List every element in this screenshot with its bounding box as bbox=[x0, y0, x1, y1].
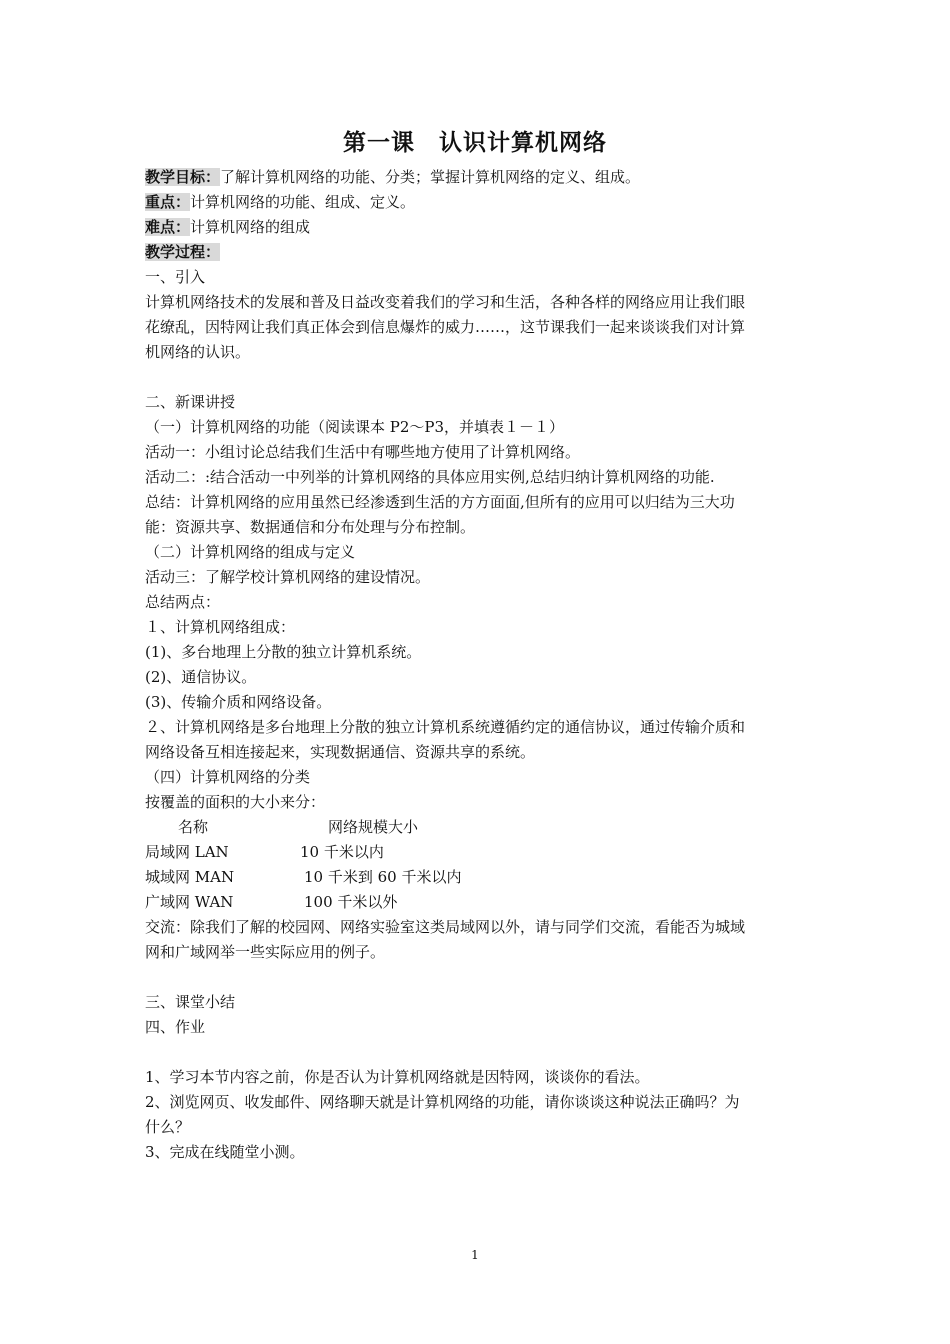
subsection-classification: （四）计算机网络的分类 bbox=[145, 768, 311, 786]
composition-item: (3)、传输介质和网络设备。 bbox=[145, 693, 332, 711]
process-label: 教学过程： bbox=[145, 243, 221, 261]
homework-item: 2、浏览网页、收发邮件、网络聊天就是计算机网络的功能，请你谈谈这种说法正确吗？为 bbox=[145, 1093, 740, 1111]
table-cell-scale: 100 千米以外 bbox=[304, 893, 398, 911]
intro-paragraph-line: 机网络的认识。 bbox=[145, 343, 251, 361]
activity-one: 活动一：小组讨论总结我们生活中有哪些地方使用了计算机网络。 bbox=[145, 443, 581, 461]
key-points-text: 计算机网络的功能、组成、定义。 bbox=[190, 193, 416, 211]
section-homework-heading: 四、作业 bbox=[145, 1018, 206, 1036]
section-summary-heading: 三、课堂小结 bbox=[145, 993, 236, 1011]
difficulty-label: 难点： bbox=[145, 218, 191, 236]
section-new-lesson-heading: 二、新课讲授 bbox=[145, 393, 236, 411]
composition-item: (2)、通信协议。 bbox=[145, 668, 257, 686]
page-number: 1 bbox=[471, 1248, 479, 1262]
exchange-line: 网和广域网举一些实际应用的例子。 bbox=[145, 943, 386, 961]
activity-two: 活动二：:结合活动一中列举的计算机网络的具体应用实例,总结归纳计算机网络的功能. bbox=[145, 468, 715, 486]
subsection-functions: （一）计算机网络的功能（阅读课本 P2～P3，并填表１－１） bbox=[145, 418, 565, 436]
definition-line: ２、计算机网络是多台地理上分散的独立计算机系统遵循约定的通信协议，通过传输介质和 bbox=[145, 718, 746, 736]
key-points-line bbox=[145, 190, 415, 214]
difficulty-line bbox=[145, 215, 310, 239]
composition-item: (1)、多台地理上分散的独立计算机系统。 bbox=[145, 643, 422, 661]
homework-item: 3、完成在线随堂小测。 bbox=[145, 1143, 305, 1161]
exchange-line: 交流：除我们了解的校园网、网络实验室这类局域网以外，请与同学们交流，看能否为城域 bbox=[145, 918, 746, 936]
section-intro-heading: 一、引入 bbox=[145, 268, 206, 286]
table-cell-scale: 10 千米以内 bbox=[300, 843, 384, 861]
objective-line bbox=[145, 165, 640, 189]
definition-line: 网络设备互相连接起来，实现数据通信、资源共享的系统。 bbox=[145, 743, 536, 761]
summary-functions-line: 总结：计算机网络的应用虽然已经渗透到生活的方方面面,但所有的应用可以归结为三大功 bbox=[145, 493, 735, 511]
summary-functions-line: 能：资源共享、数据通信和分布处理与分布控制。 bbox=[145, 518, 476, 536]
intro-paragraph-line: 花缭乱，因特网让我们真正体会到信息爆炸的威力……，这节课我们一起来谈谈我们对计算 bbox=[145, 318, 746, 336]
activity-three: 活动三：了解学校计算机网络的建设情况。 bbox=[145, 568, 431, 586]
homework-item: 什么？ bbox=[145, 1118, 191, 1136]
table-cell-name: 城域网 MAN bbox=[145, 868, 235, 886]
key-points-label: 重点： bbox=[145, 193, 191, 211]
table-header-scale: 网络规模大小 bbox=[328, 818, 419, 836]
intro-paragraph-line: 计算机网络技术的发展和普及日益改变着我们的学习和生活，各种各样的网络应用让我们眼 bbox=[145, 293, 746, 311]
objective-text: 了解计算机网络的功能、分类；掌握计算机网络的定义、组成。 bbox=[220, 168, 641, 186]
table-cell-name: 局域网 LAN bbox=[145, 843, 229, 861]
lesson-title: 第一课 认识计算机网络 bbox=[343, 130, 607, 156]
table-cell-scale: 10 千米到 60 千米以内 bbox=[304, 868, 462, 886]
composition-heading: １、计算机网络组成： bbox=[145, 618, 296, 636]
summary-two-points: 总结两点： bbox=[145, 593, 221, 611]
process-line bbox=[145, 240, 220, 264]
subsection-composition: （二）计算机网络的组成与定义 bbox=[145, 543, 356, 561]
objective-label: 教学目标： bbox=[145, 168, 221, 186]
table-cell-name: 广域网 WAN bbox=[145, 893, 234, 911]
difficulty-text: 计算机网络的组成 bbox=[190, 218, 311, 236]
homework-item: 1、学习本节内容之前，你是否认为计算机网络就是因特网，谈谈你的看法。 bbox=[145, 1068, 650, 1086]
classification-intro: 按覆盖的面积的大小来分： bbox=[145, 793, 326, 811]
table-header-name: 名称 bbox=[178, 818, 209, 836]
